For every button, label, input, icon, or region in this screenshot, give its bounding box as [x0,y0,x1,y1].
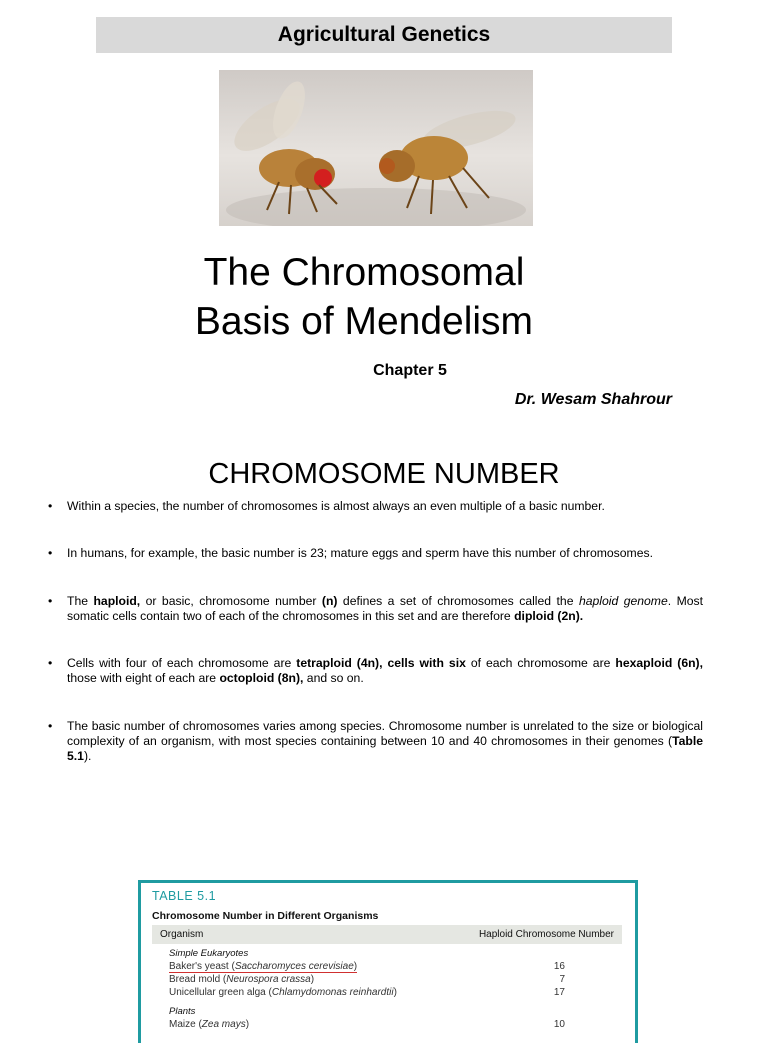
table-category: Plants [169,1006,196,1017]
chapter-label: Chapter 5 [373,362,447,379]
table-title: Chromosome Number in Different Organisms [152,910,379,922]
text-run: ) [310,974,315,985]
table-header-row [152,925,622,944]
term-six: cells with six [382,656,466,670]
term-diploid: diploid (2n). [514,609,584,623]
bullet-marker: • [48,594,53,608]
text-run: ) [393,987,397,998]
course-title-banner [96,17,672,53]
organism-cell [169,974,314,985]
table-5-1 [138,880,638,1043]
bullet-text [67,656,703,686]
text-run: Bread mold ( [169,974,227,985]
bullet-marker: • [48,499,53,513]
text-run: ) [245,1019,250,1030]
table-reference: Table 5.1 [67,734,703,763]
text-run: Maize ( [169,1019,202,1030]
text-run: Unicellular green alga ( [169,987,272,998]
bullet-marker: • [48,719,53,733]
haploid-number-cell: 7 [559,974,565,985]
text-run: those with eight of each are [67,671,220,685]
text-run: The [67,594,94,608]
section-heading: CHROMOSOME NUMBER [208,458,560,490]
table-row [169,1019,599,1030]
text-run: and so on. [303,671,364,685]
bullet-marker: • [48,546,53,560]
table-row [169,961,599,972]
bullet-text: Within a species, the number of chromosomes is almost always an even multiple of a basic number. [67,499,605,513]
term-n: (n) [321,594,338,608]
course-title: Agricultural Genetics [277,23,491,46]
table-row [169,974,599,985]
text-run: of each chromosome are [465,656,616,670]
text-run: Cells with four of each chromosome are [67,656,297,670]
bullet-text [67,719,703,764]
scientific-name: Saccharomyces cerevisiae [234,961,354,972]
table-category: Simple Eukaryotes [169,948,249,959]
scientific-name: Neurospora crassa [226,974,311,985]
term-hexaploid: hexaploid (6n), [615,656,703,670]
text-run: defines a set of chromosomes called the [337,594,579,608]
header-haploid-number: Haploid Chromosome Number [478,929,614,940]
title-line-1: The Chromosomal [203,251,525,294]
bullet-item-3 [48,594,703,624]
fruit-flies-photo [219,70,533,226]
bullet-text: In humans, for example, the basic number is 23; mature eggs and sperm have this number of chromosomes. [67,546,653,560]
title-line-2: Basis of Mendelism [194,300,534,343]
term-tetraploid: tetraploid (4n), [296,656,383,670]
term-haploid-genome: haploid genome [578,594,668,608]
text-run: The basic number of chromosomes varies among species. Chromosome number is unrelated to the size or biological complexity of an organism, with most species containing between 10 and 40 chromosomes in their genomes ( [67,719,703,748]
organism-cell [169,1019,249,1030]
scientific-name: Chlamydomonas reinhardtii [271,987,394,998]
bullet-text [67,594,703,624]
organism-cell [169,987,397,998]
author-name: Dr. Wesam Shahrour [514,391,672,408]
text-run: or basic, chromosome number [140,594,322,608]
bullet-item-2 [48,546,703,561]
bullet-item-1 [48,499,703,514]
bullet-marker: • [48,656,53,670]
text-run: . Most somatic cells contain two of each of the chromosomes in this set and are therefore [67,594,704,623]
bullet-item-5 [48,719,703,764]
text-run: Baker's yeast ( [169,961,235,972]
haploid-number-cell: 10 [553,1019,565,1030]
bullet-item-4 [48,656,703,686]
term-haploid: haploid, [93,594,141,608]
fruit-flies-illustration [219,70,533,226]
table-row [169,987,599,998]
header-organism: Organism [160,929,204,940]
table-caption: TABLE 5.1 [152,889,217,903]
text-run: ) [353,961,358,972]
organism-cell [169,961,357,973]
scientific-name: Zea mays [201,1019,246,1030]
text-run: ). [83,749,92,763]
haploid-number-cell: 17 [553,987,565,998]
presentation-title [0,248,728,346]
haploid-number-cell: 16 [553,961,565,972]
term-octoploid: octoploid (8n), [219,671,304,685]
